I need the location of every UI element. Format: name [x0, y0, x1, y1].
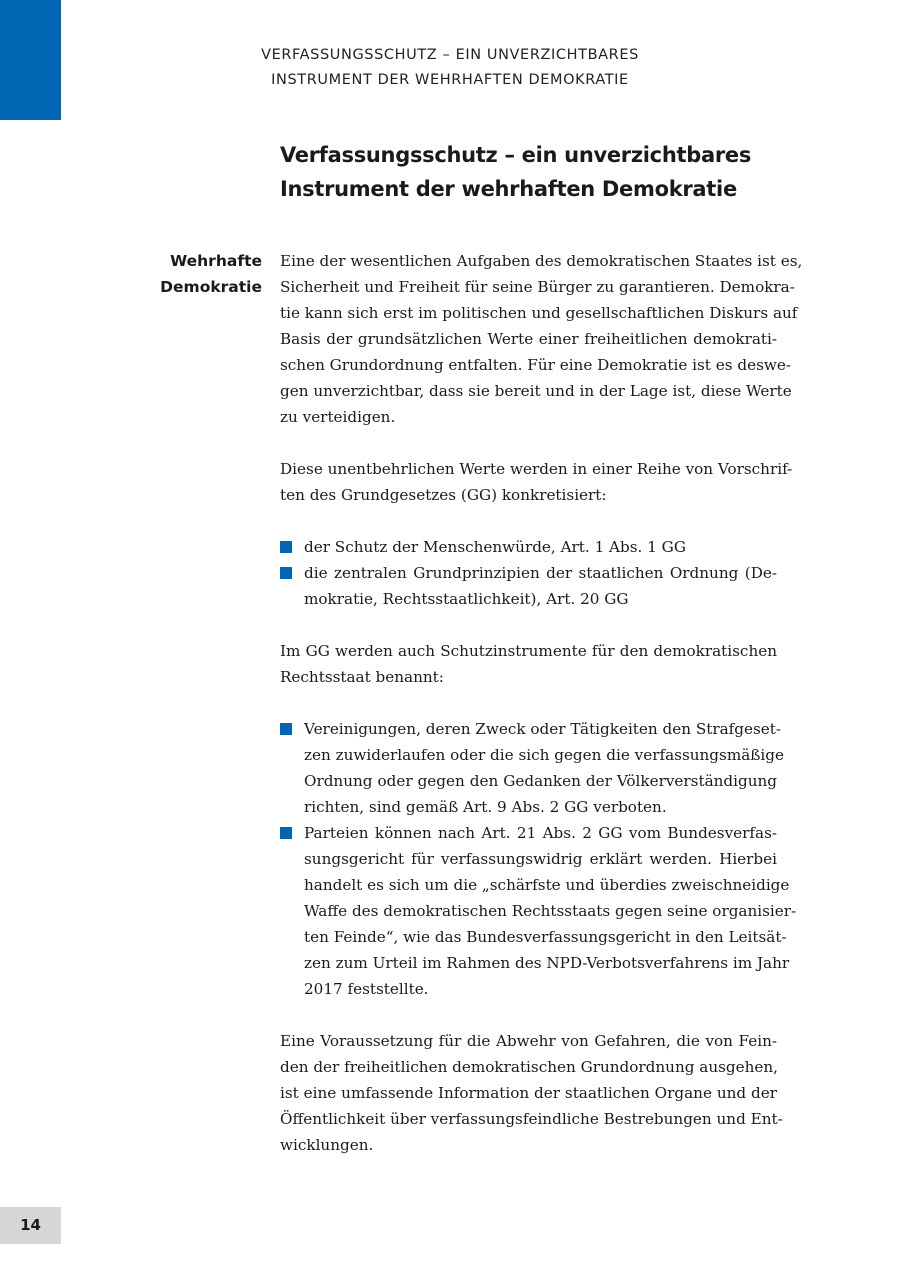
running-header — [0, 43, 900, 93]
text-line: Diese unentbehrlichen Werte werden in einer Reihe von Vorschrif- — [280, 460, 793, 478]
text-line: gen unverzichtbar, dass sie bereit und in der Lage ist, diese Werte — [280, 382, 792, 400]
text-line: Im GG werden auch Schutzinstrumente für den demokratischen — [280, 642, 777, 660]
text-line: Vereinigungen, deren Zweck oder Tätigkeiten den Strafgeset- — [304, 720, 781, 738]
text-line: schen Grundordnung entfalten. Für eine Demokratie ist es deswe- — [280, 356, 791, 374]
bullet-list-2 — [280, 716, 797, 1002]
square-bullet-icon — [280, 541, 292, 553]
text-line: Parteien können nach Art. 21 Abs. 2 GG vom Bundesverfas- — [304, 824, 777, 842]
page-title-line-2: Instrument der wehrhaften Demokratie — [280, 177, 737, 201]
running-header-line-1: VERFASSUNGSSCHUTZ – EIN UNVERZICHTBARES — [261, 47, 639, 63]
page-title-line-1: Verfassungsschutz – ein unverzichtbares — [280, 143, 752, 167]
text-line: ten Feinde“, wie das Bundesverfassungsgericht in den Leitsät- — [304, 928, 787, 946]
text-line: Basis der grundsätzlichen Werte einer freiheitlichen demokrati- — [280, 330, 777, 348]
square-bullet-icon — [280, 723, 292, 735]
text-line: Eine Voraussetzung für die Abwehr von Gefahren, die von Fein- — [280, 1032, 777, 1050]
list-item — [280, 716, 784, 820]
text-line: zu verteidigen. — [280, 408, 396, 426]
margin-heading-line-2: Demokratie — [160, 278, 262, 296]
paragraph-3 — [280, 638, 777, 690]
text-line: ten des Grundgesetzes (GG) konkretisiert: — [280, 486, 607, 504]
text-line: Öffentlichkeit über verfassungsfeindliche Bestrebungen und Ent- — [280, 1110, 783, 1128]
running-header-line-2: INSTRUMENT DER WEHRHAFTEN DEMOKRATIE — [271, 72, 629, 88]
list-item — [280, 820, 797, 1002]
text-line: handelt es sich um die „schärfste und überdies zweischneidige — [304, 876, 790, 894]
bullet-list-1 — [280, 534, 777, 612]
body-text — [280, 248, 803, 1158]
text-line: 2017 feststellte. — [304, 980, 429, 998]
text-line: Eine der wesentlichen Aufgaben des demokratischen Staates ist es, — [280, 252, 803, 270]
list-item — [280, 560, 777, 612]
paragraph-2 — [280, 456, 793, 508]
text-line: tie kann sich erst im politischen und gesellschaftlichen Diskurs auf — [280, 304, 798, 322]
square-bullet-icon — [280, 567, 292, 579]
paragraph-4 — [280, 1028, 783, 1158]
page-title — [280, 138, 800, 206]
text-line: zen zum Urteil im Rahmen des NPD-Verbotsverfahrens im Jahr — [304, 954, 790, 972]
text-line: mokratie, Rechtsstaatlichkeit), Art. 20 GG — [304, 590, 629, 608]
list-item — [280, 534, 777, 560]
text-line: Sicherheit und Freiheit für seine Bürger zu garantieren. Demokra- — [280, 278, 795, 296]
text-line: Rechtsstaat benannt: — [280, 668, 444, 686]
text-line: ist eine umfassende Information der staatlichen Organe und der — [280, 1084, 777, 1102]
text-line: zen zuwiderlaufen oder die sich gegen die verfassungsmäßige — [304, 746, 784, 764]
square-bullet-icon — [280, 827, 292, 839]
margin-heading-line-1: Wehrhafte — [170, 252, 262, 270]
text-line: die zentralen Grundprinzipien der staatlichen Ordnung (De- — [304, 564, 777, 582]
text-line: wicklungen. — [280, 1136, 374, 1154]
text-line: richten, sind gemäß Art. 9 Abs. 2 GG verboten. — [304, 798, 667, 816]
margin-heading — [110, 248, 262, 300]
text-line: sungsgericht für verfassungswidrig erklärt werden. Hierbei — [304, 850, 777, 868]
page-number: 14 — [0, 1207, 61, 1244]
text-line: der Schutz der Menschenwürde, Art. 1 Abs. 1 GG — [304, 538, 686, 556]
text-line: Ordnung oder gegen den Gedanken der Völkerverständigung — [304, 772, 777, 790]
text-line: Waffe des demokratischen Rechtsstaats gegen seine organisier- — [304, 902, 797, 920]
text-line: den der freiheitlichen demokratischen Grundordnung ausgehen, — [280, 1058, 778, 1076]
paragraph-1 — [280, 248, 803, 430]
